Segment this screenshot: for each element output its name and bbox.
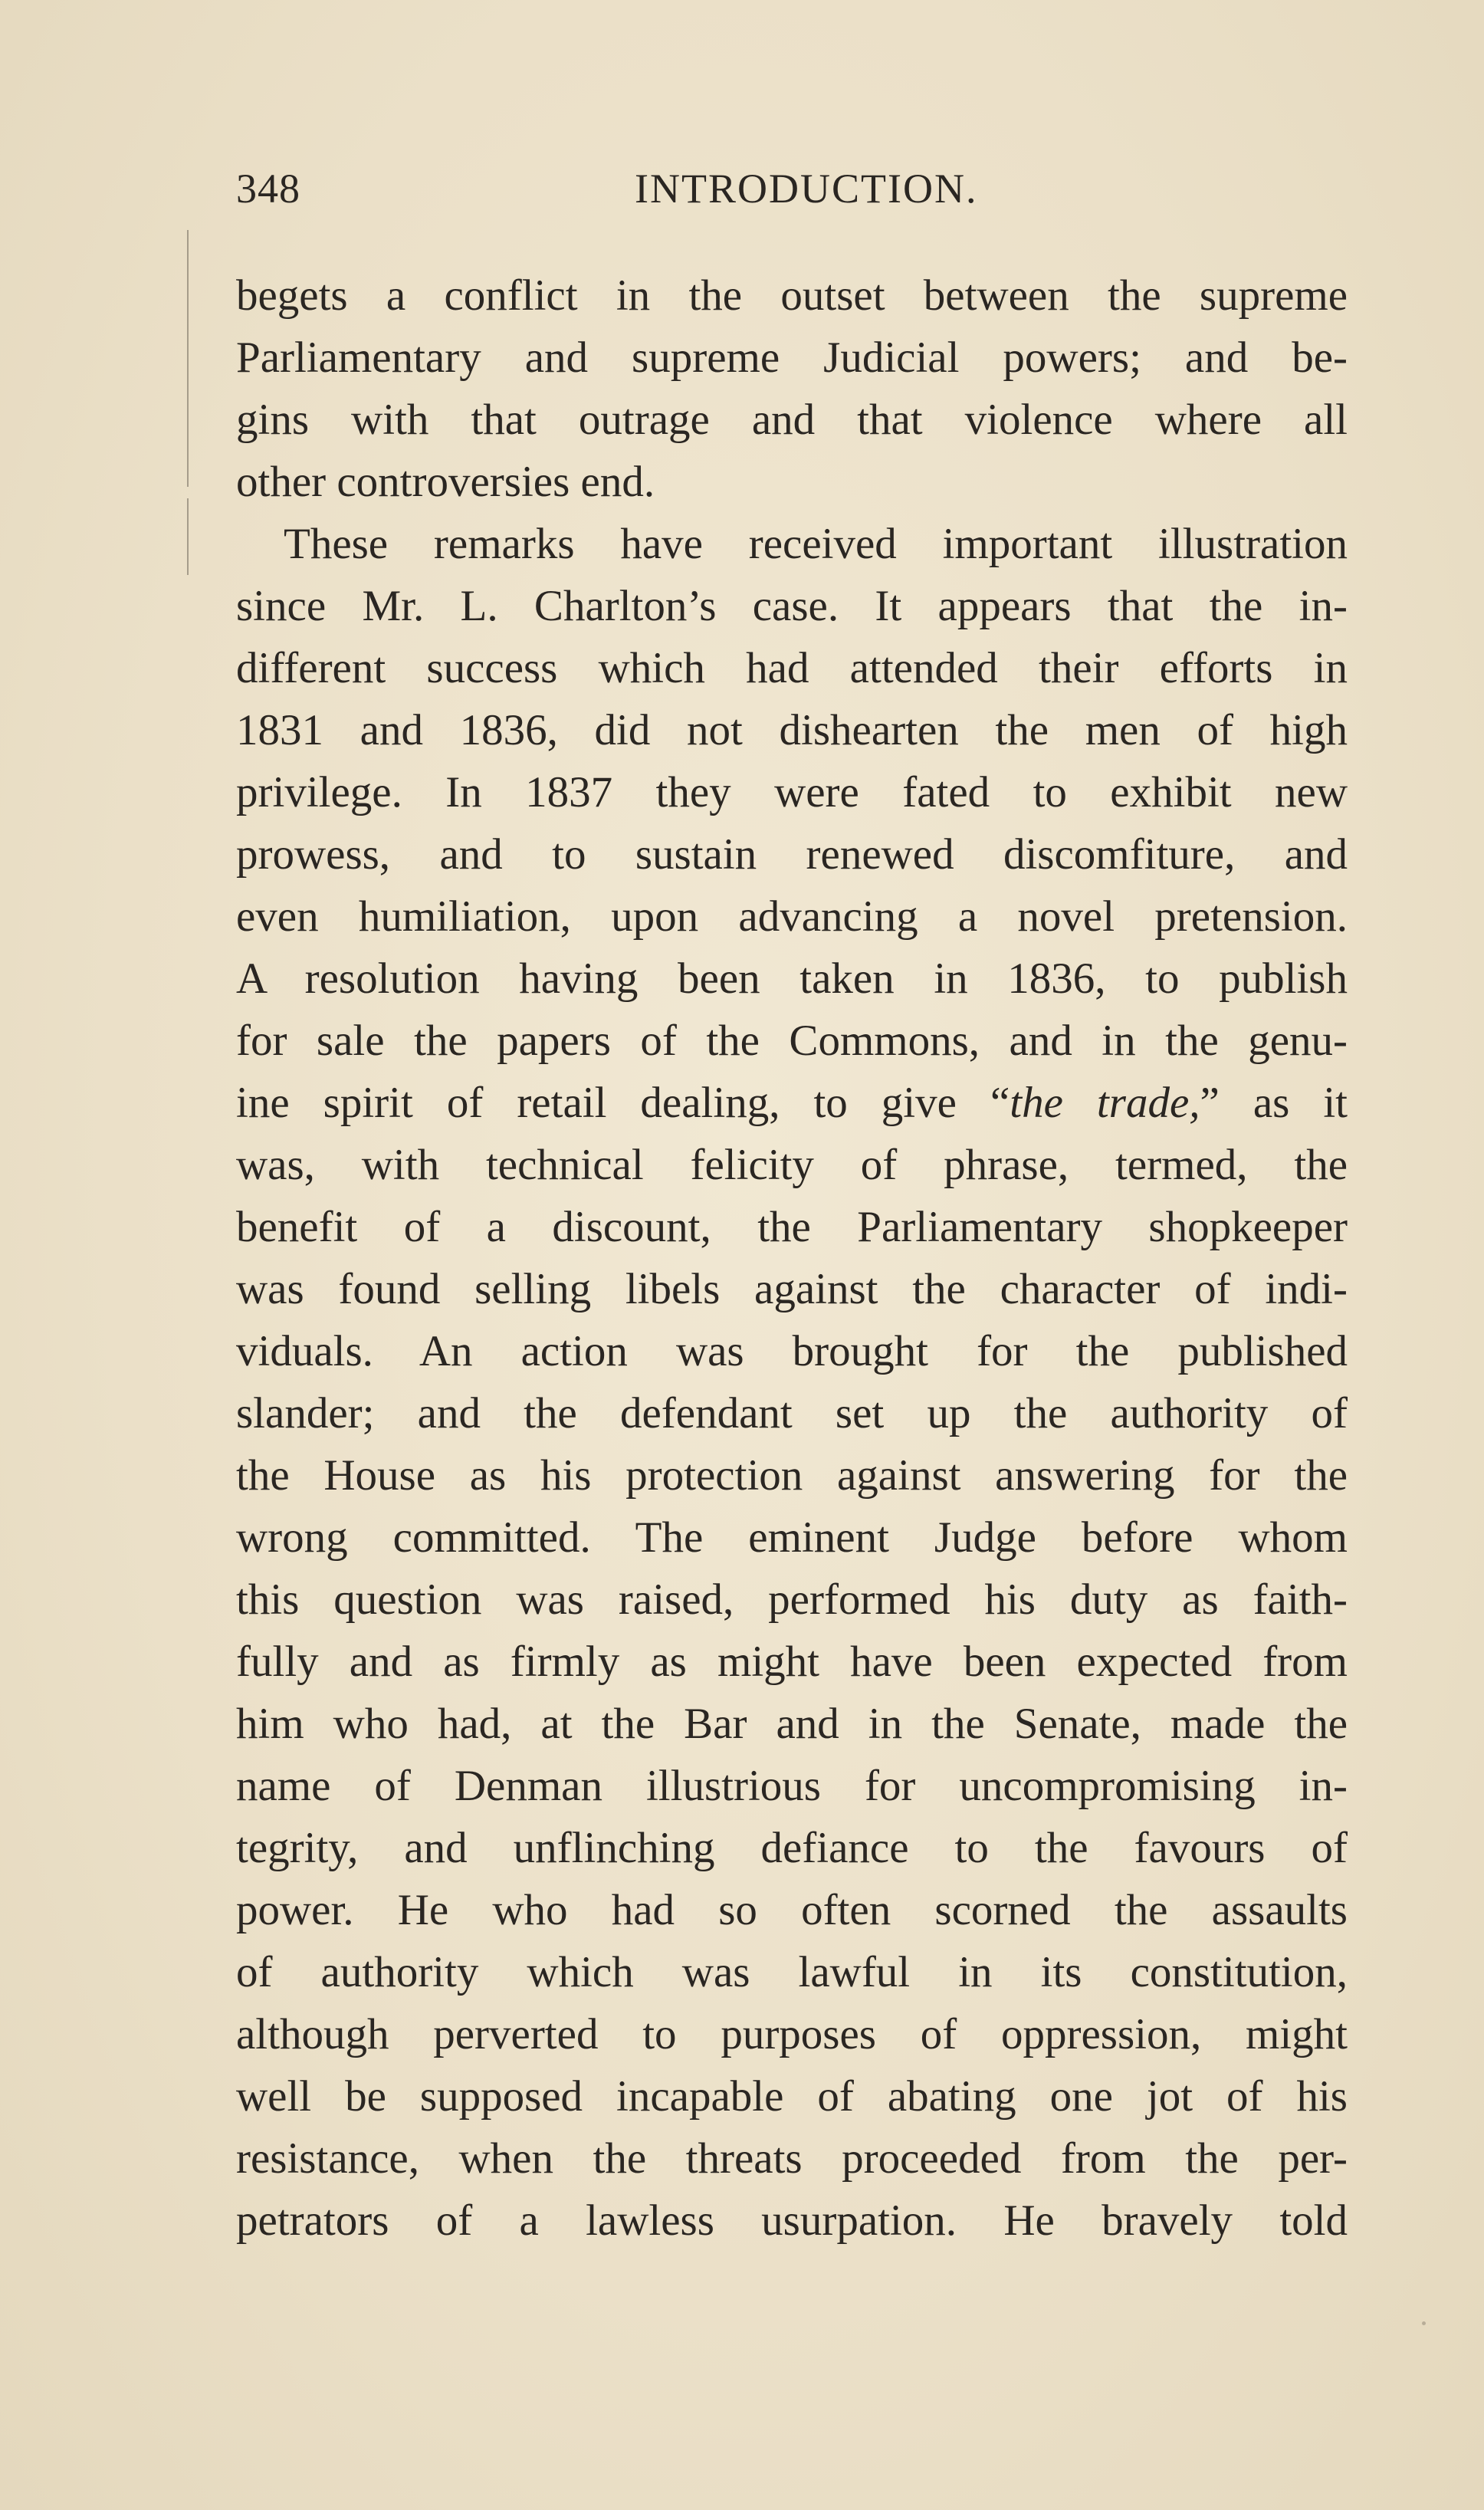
text-line: the House as his protection against answering for the xyxy=(236,1451,1348,1500)
text-line: him who had, at the Bar and in the Senate, made the xyxy=(236,1700,1348,1748)
text-line: prowess, and to sustain renewed discomfiture, and xyxy=(236,830,1348,879)
quote-close-mark: ” xyxy=(1200,1079,1220,1127)
quote-open-mark: “ xyxy=(990,1079,1010,1127)
text-line: tegrity, and unflinching defiance to the favours of xyxy=(236,1824,1348,1872)
text-line: wrong committed. The eminent Judge before whom xyxy=(236,1513,1348,1562)
paper-speck xyxy=(1422,2321,1426,2325)
text-line: name of Denman illustrious for uncompromising in- xyxy=(236,1762,1348,1810)
running-title: INTRODUCTION. xyxy=(635,166,978,212)
text-line: resistance, when the threats proceeded from the per- xyxy=(236,2134,1348,2183)
text-segment: ine spirit of retail dealing, to give xyxy=(236,1079,957,1127)
margin-rule xyxy=(187,230,189,487)
body-text xyxy=(236,264,1348,2252)
text-line-with-quote xyxy=(236,1072,1348,1134)
text-line: fully and as firmly as might have been expected from xyxy=(236,1638,1348,1686)
text-line: well be supposed incapable of abating one jot of his xyxy=(236,2072,1348,2121)
text-line: viduals. An action was brought for the published xyxy=(236,1327,1348,1375)
text-line: was found selling libels against the character of indi- xyxy=(236,1265,1348,1313)
text-line: benefit of a discount, the Parliamentary shopkeeper xyxy=(236,1203,1348,1251)
text-line: power. He who had so often scorned the assaults xyxy=(236,1886,1348,1934)
text-line: 1831 and 1836, did not dishearten the men of high xyxy=(236,706,1348,754)
text-line: A resolution having been taken in 1836, to publish xyxy=(236,954,1348,1003)
text-line: Parliamentary and supreme Judicial powers; and be- xyxy=(236,333,1348,382)
text-line: although perverted to purposes of oppression, might xyxy=(236,2010,1348,2058)
text-line: for sale the papers of the Commons, and in the genu- xyxy=(236,1017,1348,1065)
text-segment: as it xyxy=(1253,1079,1348,1127)
margin-rule xyxy=(187,498,189,575)
paragraph xyxy=(236,513,1348,2252)
text-line: was, with technical felicity of phrase, termed, the xyxy=(236,1141,1348,1189)
text-line: privilege. In 1837 they were fated to exhibit new xyxy=(236,768,1348,816)
text-line: since Mr. L. Charlton’s case. It appears that the in- xyxy=(236,582,1348,630)
text-line: gins with that outrage and that violence where all xyxy=(236,396,1348,444)
text-line: different success which had attended their efforts in xyxy=(236,644,1348,692)
page-number: 348 xyxy=(236,166,300,212)
text-line: begets a conflict in the outset between the supreme xyxy=(236,271,1348,320)
text-line: petrators of a lawless usurpation. He bravely told xyxy=(236,2196,1348,2245)
text-line: of authority which was lawful in its constitution, xyxy=(236,1948,1348,1996)
running-head xyxy=(236,165,1348,226)
text-line: even humiliation, upon advancing a novel pretension. xyxy=(236,892,1348,941)
text-line: slander; and the defendant set up the authority of xyxy=(236,1389,1348,1437)
text-line: These remarks have received important illustration xyxy=(284,520,1348,568)
text-line: this question was raised, performed his duty as faith- xyxy=(236,1575,1348,1624)
italic-quote: the trade, xyxy=(1010,1079,1200,1127)
text-line: other controversies end. xyxy=(236,458,655,506)
paragraph xyxy=(236,264,1348,513)
book-page xyxy=(236,165,1348,2252)
